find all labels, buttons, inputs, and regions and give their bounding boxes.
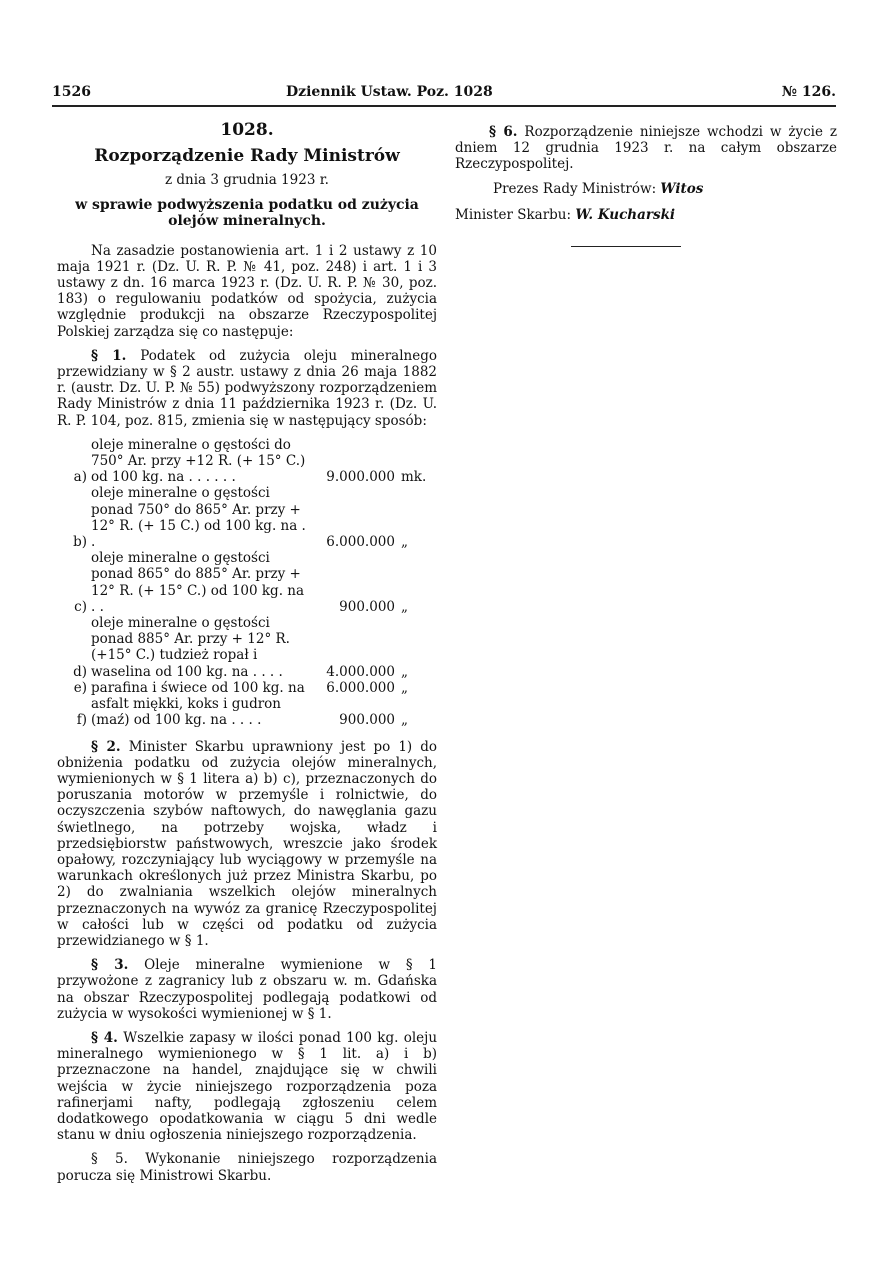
item-amount: 9.000.000 [326, 469, 395, 486]
list-item [57, 550, 437, 615]
item-unit: „ [401, 712, 408, 729]
section-3-text: Oleje mineralne wymienione w § 1 przywożone z zagranicy lub z obszaru w. m. Gdańska na obszar Rzeczypospolitej podlegają podatkowi od zużycia w wysokości wymienionej w § 1. [57, 957, 437, 1022]
signature-rule [571, 246, 681, 247]
signature-name: W. Kucharski [575, 206, 676, 223]
section-6-text: Rozporządzenie niniejsze wchodzi w życie z dniem 12 grudnia 1923 r. na całym obszarze Rzeczypospolitej. [455, 124, 838, 173]
signature-treasury-minister [455, 207, 837, 223]
item-description: asfalt miękki, koks i gudron (maź) od 100 kg. na . . . . [91, 696, 281, 729]
section-4-text: Wszelkie zapasy w ilości ponad 100 kg. oleju mineralnego wymienionego w § 1 lit. a) i b) przeznaczone na handel, znajdujące się w chwili wejścia w życie niniejszego rozporządzenia poza rafinerjami nafty, podlegają zgłoszeniu celem dodatkowego opodatkowania w ciągu 5 dni wedle stanu w dniu ogłoszenia niniejszego rozporządzenia. [57, 1029, 438, 1144]
item-description: oleje mineralne o gęstości ponad 885° Ar. przy + 12° R. (+15° C.) tudzież ropał i waselina od 100 kg. na . . . . [91, 615, 290, 680]
section-4-label: § 4. [91, 1029, 118, 1046]
issue-number: № 126. [781, 84, 836, 100]
act-date: z dnia 3 grudnia 1923 r. [165, 172, 329, 189]
section-1 [57, 348, 437, 429]
signature-role: Minister Skarbu: [455, 206, 572, 223]
item-description: oleje mineralne o gęstości ponad 865° do 885° Ar. przy + 12° R. (+ 15° C.) od 100 kg. na . . [91, 550, 305, 615]
item-label: d) [73, 663, 87, 680]
right-column [455, 124, 837, 233]
page-number: 1526 [52, 84, 91, 100]
item-unit: „ [401, 663, 408, 680]
section-6 [455, 124, 837, 173]
item-label: a) [73, 469, 87, 486]
item-unit: „ [401, 534, 408, 551]
list-item [57, 696, 437, 728]
item-unit: mk. [401, 469, 427, 486]
section-3-label: § 3. [91, 957, 129, 974]
item-unit: „ [401, 679, 408, 696]
item-label: c) [74, 598, 87, 615]
signature-role: Prezes Rady Ministrów: [493, 180, 657, 197]
item-label: b) [73, 534, 87, 551]
act-subject: w sprawie podwyższenia podatku od zużycia olejów mineralnych. [75, 196, 419, 229]
item-description: oleje mineralne o gęstości ponad 750° do 865° Ar. przy + 12° R. (+ 15 C.) od 100 kg. na . . [91, 485, 306, 551]
tax-rate-list [57, 437, 437, 729]
section-2-label: § 2. [91, 738, 121, 755]
page-header [52, 84, 836, 104]
item-amount: 900.000 [339, 598, 395, 615]
section-4 [57, 1030, 437, 1143]
item-description: oleje mineralne o gęstości do 750° Ar. przy +12 R. (+ 15° C.) od 100 kg. na . . . . . . [91, 436, 306, 486]
section-5-text: Wykonanie niniejszego rozporządzenia porucza się Ministrowi Skarbu. [57, 1151, 437, 1184]
section-1-label: § 1. [91, 347, 127, 364]
list-item [57, 680, 437, 696]
list-item [57, 437, 437, 486]
list-item [57, 615, 437, 680]
item-unit: „ [401, 598, 408, 615]
item-label: e) [73, 679, 87, 696]
act-number: 1028. [220, 120, 274, 140]
item-amount: 6.000.000 [326, 679, 395, 696]
act-title: Rozporządzenie Rady Ministrów [94, 146, 400, 167]
item-amount: 4.000.000 [326, 663, 395, 680]
section-1-text: Podatek od zużycia oleju mineralnego przewidziany w § 2 austr. ustawy z dnia 26 maja 1882 r. (austr. Dz. U. P. № 55) podwyższony rozporządzeniem Rady Ministrów z dnia 11 października 1923 r. (Dz. U. R. P. 104, poz. 815, zmienia się w następujący sposób: [57, 347, 437, 429]
signature-name: Witos [660, 180, 704, 197]
section-2 [57, 739, 437, 950]
list-item [57, 485, 437, 550]
item-description: parafina i świece od 100 kg. na [91, 679, 305, 696]
section-5-label: § 5. [91, 1151, 128, 1168]
signature-prime-minister [455, 181, 837, 197]
section-6-label: § 6. [489, 124, 518, 140]
item-amount: 6.000.000 [326, 534, 395, 551]
journal-title: Dziennik Ustaw. Poz. 1028 [286, 84, 493, 100]
section-3 [57, 957, 437, 1022]
section-5 [57, 1151, 437, 1183]
header-rule [52, 105, 836, 107]
item-label: f) [76, 712, 87, 729]
preamble: Na zasadzie postanowienia art. 1 i 2 ustawy z 10 maja 1921 r. (Dz. U. R. P. № 41, poz. 248) i art. 1 i 3 ustawy z dn. 16 marca 1923 r. (Dz. U. R. P. № 30, poz. 183) o regulowaniu podatków od spożycia, zużycia względnie produkcji na obszarze Rzeczypospolitej Polskiej zarządza się co następuje: [57, 242, 437, 340]
section-2-text: Minister Skarbu uprawniony jest po 1) do obniżenia podatku od zużycia olejów mineralnych, wymienionych w § 1 litera a) b) c), przeznaczonych do poruszania motorów w przemyśle i rolnictwie, do oczyszczenia szybów naftowych, do nawęglania gazu świetlnego, na potrzeby wojska, władz i przedsiębiorstw państwowych, wreszcie jako środek opałowy, rozczyniający lub wyciągowy w przemyśle na warunkach określonych już przez Ministra Skarbu, po 2) do zwalniania wszelkich olejów mineralnych przeznaczonych na wywóz za granicę Rzeczypospolitej w całości lub w części od podatku od zużycia przewidzianego w § 1. [57, 738, 437, 949]
left-column [57, 122, 437, 1192]
item-amount: 900.000 [339, 712, 395, 729]
